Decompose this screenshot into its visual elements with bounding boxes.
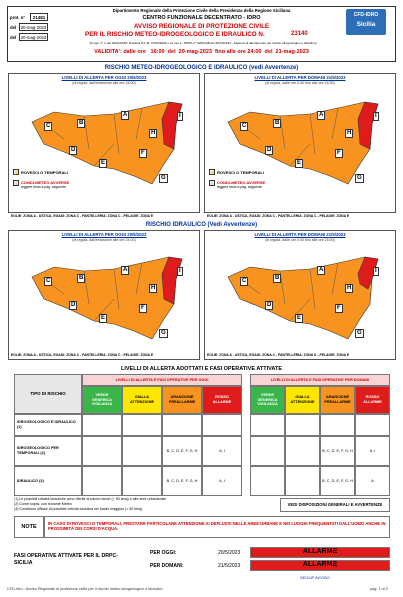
phase-label: ALLARME (363, 400, 382, 404)
zone-g-label: G (161, 175, 166, 181)
domani-level-green (250, 386, 285, 414)
zone-g-label: G (357, 330, 362, 336)
fasi-oggi-value: ALLARME (250, 547, 390, 558)
storm-icon: ⚡ (14, 170, 19, 175)
phase-label: GENERICA VIGILANZA (257, 397, 278, 407)
row3-o-red: A, I (202, 466, 242, 496)
storm-icon: ⚡ (210, 170, 215, 175)
zone-i-label: I (179, 113, 181, 119)
zone-b-label: B (275, 275, 280, 281)
oggi-level-yellow (122, 386, 162, 414)
legend-condi-sub: leggere testo a pag. seguente (21, 185, 66, 189)
zone-h-label: H (151, 285, 156, 291)
zone-f-label: F (337, 150, 341, 156)
map4-title: LIVELLI DI ALLERTA PER DOMANI 21/5/2023 (254, 232, 346, 237)
level-label: ARANCIONE (326, 395, 349, 400)
fasi-domani-date: 21/5/2023 (218, 563, 241, 569)
del2-value: 20-mag-2023 (20, 35, 47, 40)
map2-caption: EOLIE: ZONA A - USTICA, EGADI: ZONA C - PANTELLERIA: ZONA C - PELAGIE: ZONA E (207, 214, 350, 218)
oggi-level-red (202, 386, 242, 414)
fasi-domani-label: PER DOMANI: (150, 563, 184, 569)
dlgs-text: (D.Lgs. n° 1 del 02/01/2018, Direttiva P.C.M. 27/02/2004 e ss.mm.ii., DPRS n° 626/GAB del 30/10/2014 - Sistema di allertamento per rischio idrogeologico e idraulico) (89, 41, 317, 45)
zone-h-label: H (347, 130, 352, 136)
zone-h-label: H (347, 285, 352, 291)
level-label: ARANCIONE (170, 395, 194, 400)
vedi-disposizioni-link[interactable]: VEDI DISPOSIZIONI GENERALI E AVVERTENZE (280, 498, 390, 512)
map2-title: LIVELLI DI ALLERTA PER DOMANI 21/5/2023 (254, 75, 346, 80)
map-meteo-oggi (8, 73, 200, 218)
zone-b-label: B (79, 120, 84, 126)
logo-bottom-text: Sicilia (356, 21, 376, 28)
note-text: IN CASO DI ROVESCI O TEMPORALI, PRESTARE PARTICOLARE ATTENZIONE AI DEFLUSSI NELLE AREE URBANE E NEI LUOGHI FREQUENTATI DALL'UOMO ANCHE IN PROSSIMITÀ DEI CORSI D'ACQUA. (44, 516, 390, 538)
map1-title: LIVELLI DI ALLERTA PER OGGI 20/5/2023 (61, 75, 147, 80)
row3-d-yellow (285, 466, 320, 496)
footer-page: pag. 1 di 3 (370, 587, 388, 591)
map-idraulico-domani (204, 230, 396, 360)
row1-o-red (202, 414, 242, 436)
map-meteo-domani (204, 73, 396, 218)
map1-sub: (di regola, dall'emissione alle ore 24:00) (72, 81, 136, 85)
domani-level-orange (320, 386, 355, 414)
phase-label: ATTENZIONE (130, 400, 154, 404)
prot-value: 21481 (30, 13, 48, 21)
note-2: (2) Come sopra, con forzante Meteo (14, 502, 72, 506)
map3-caption: EOLIE: ZONA A - USTICA, EGADI: ZONA C - PANTELLERIA: ZONA C - PELAGIE: ZONA E (11, 353, 154, 357)
zone-a-label: A (319, 267, 324, 273)
section1-title: RISCHIO METEO-IDROGEOLOGICO E IDRAULICO (vedi Avvertenze) (104, 65, 299, 71)
row2-d-red: A, I (355, 436, 390, 466)
row3-d-green (250, 466, 285, 496)
zone-a-label: A (123, 267, 128, 273)
zone-b-label: B (79, 275, 84, 281)
dept-name: Dipartimento Regionale della Protezione Civile della Presidenza della Regione Siciliana (112, 8, 291, 13)
fasi-oggi-date: 20/5/2023 (218, 550, 241, 556)
legend-rovesci: ROVESCI O TEMPORALI (217, 170, 264, 175)
row2-o-red: A, I (202, 436, 242, 466)
note-3: (3) Condizioni diffuse di possibile criticità idraulica nei bacini maggiori (> 50 kmq) (14, 507, 143, 511)
phase-label: PREALLARME (324, 400, 351, 404)
logo-top-text: CFD-IDRO (353, 12, 379, 18)
level-label: VERDE (260, 393, 275, 398)
fasi-label: FASI OPERATIVE ATTIVATE PER IL DRPC-SICILIA (14, 553, 118, 566)
level-label: ROSSO (365, 395, 380, 400)
row1-o-green (82, 414, 122, 436)
domani-level-red (355, 386, 390, 414)
avviso-number: 23140 (291, 31, 308, 37)
row1-o-orange (162, 414, 202, 436)
tipo-header: TIPO DI RISCHIO (14, 374, 82, 414)
del-value: 20-mag-2023 (20, 25, 47, 30)
row1-d-yellow (285, 414, 320, 436)
zone-i-label: I (179, 268, 181, 274)
level-label: GIALLA (295, 395, 310, 400)
legend-rovesci: ROVESCI O TEMPORALI (21, 170, 68, 175)
domani-header: LIVELLI DI ALLERTA E FASI OPERATIVE PER DOMANI (250, 374, 390, 386)
zone-c-label: C (242, 123, 247, 129)
row3-o-yellow (122, 466, 162, 496)
row2-label: IDROGEOLOGICO PER TEMPORALI (2) (14, 436, 82, 466)
zone-c-label: C (46, 123, 51, 129)
phase-label: PREALLARME (168, 400, 196, 404)
zone-f-label: F (337, 305, 341, 311)
row2-d-orange: B, C, D, E, F, G, H (320, 436, 355, 466)
zone-e-label: E (297, 160, 302, 166)
rischio-title: PER IL RISCHIO METEO-IDROGEOLOGICO E IDRAULICO N. (85, 31, 265, 38)
validita: VALIDITA': dalle ore 16:00 del 20-mag-2023 fino alle ore 24:00 del 21-mag-2023 (94, 49, 309, 55)
fasi-domani-value: ALLARME (250, 560, 390, 571)
map4-sub: (di regola, dalle ore 0:00 fino alle ore 24:00) (265, 238, 335, 242)
zone-d-label: D (267, 147, 272, 153)
warning-icon: ! (209, 180, 215, 186)
oggi-level-orange (162, 386, 202, 414)
avviso-title: AVVISO REGIONALE DI PROTEZIONE CIVILE (133, 23, 270, 30)
row1-d-orange (320, 414, 355, 436)
zone-c-label: C (242, 278, 247, 284)
map3-title: LIVELLI DI ALLERTA PER OGGI 20/5/2023 (61, 232, 147, 237)
row1-o-yellow (122, 414, 162, 436)
zone-d-label: D (267, 302, 272, 308)
row3-o-green (82, 466, 122, 496)
map3-sub: (di regola, dall'emissione alle ore 24:00) (72, 238, 136, 242)
zone-f-label: F (141, 150, 145, 156)
row3-label: IDRAULICO (3) (14, 466, 82, 496)
level-label: ROSSO (215, 395, 229, 400)
row1-d-green (250, 414, 285, 436)
phase-label: GENERICA VIGILANZA (91, 397, 113, 407)
section2-title: RISCHIO IDRAULICO (Vedi Avvertenze) (145, 222, 258, 228)
phase-label: ALLARME (212, 400, 232, 404)
zone-h-label: H (151, 130, 156, 136)
segue-avviso: SEGUE AVVISO (300, 575, 330, 580)
zone-a-label: A (123, 112, 128, 118)
zone-d-label: D (71, 147, 76, 153)
map-idraulico-oggi (8, 230, 200, 360)
zone-g-label: G (357, 175, 362, 181)
row3-d-red: A (355, 466, 390, 496)
map1-caption: EOLIE: ZONA A - USTICA, EGADI: ZONA C - PANTELLERIA: ZONA C - PELAGIE: ZONA E (11, 214, 154, 218)
oggi-header: LIVELLI DI ALLERTA E FASI OPERATIVE PER OGGI (82, 374, 242, 386)
zone-e-label: E (101, 315, 106, 321)
row1-label: IDROGEOLOGICO E IDRAULICO (1) (14, 414, 82, 436)
zone-e-label: E (297, 315, 302, 321)
del2-label: del (10, 35, 17, 40)
level-label: VERDE (95, 393, 109, 398)
zone-e-label: E (101, 160, 106, 166)
zone-b-label: B (275, 120, 280, 126)
row2-d-green (250, 436, 285, 466)
legend-condi-sub: leggere testo a pag. seguente (217, 185, 262, 189)
prot-label: prot. n° (10, 15, 26, 20)
oggi-level-green (82, 386, 122, 414)
domani-level-yellow (285, 386, 320, 414)
footer-left: CFD-Idro - Avviso Regionale di protezione civile per il rischio meteo-idrogeologico e idraulico (7, 587, 163, 591)
row2-o-yellow (122, 436, 162, 466)
warning-icon: ! (13, 180, 19, 186)
del-label: del (10, 25, 17, 30)
legend-condi: CONDI-METEO AVVERSE (21, 180, 70, 185)
fasi-oggi-label: PER OGGI: (150, 550, 177, 556)
row2-o-orange: B, C, D, E, F, G, H (162, 436, 202, 466)
zone-i-label: I (375, 113, 377, 119)
note-1: (1) Le possibili criticità idrauliche sono riferite ai bacini minori (< 50 kmq) e alle aree urbanizzate (14, 497, 167, 501)
map4-caption: EOLIE: ZONA A - USTICA, EGADI: ZONA C - PANTELLERIA: ZONA D - PELAGIE: ZONA E (207, 353, 350, 357)
zone-i-label: I (375, 268, 377, 274)
level-label: GIALLA (134, 395, 150, 400)
cfd-logo (346, 9, 386, 35)
note-label: NOTE (14, 516, 44, 538)
map2-sub: (di regola, dalle ore 0:00 fino alle ore 24:00) (265, 81, 335, 85)
zone-d-label: D (71, 302, 76, 308)
zone-g-label: G (161, 330, 166, 336)
zone-f-label: F (141, 305, 145, 311)
table-title: LIVELLI DI ALLERTA ADOTTATI E FASI OPERATIVE ATTIVATE (120, 366, 283, 372)
row3-o-orange: B, C, D, E, F, G, H (162, 466, 202, 496)
phase-label: ATTENZIONE (290, 400, 315, 404)
legend-condi: CONDI-METEO AVVERSE (217, 180, 266, 185)
row3-d-orange: B, C, D, E, F, G, H (320, 466, 355, 496)
row2-d-yellow (285, 436, 320, 466)
centre-name: CENTRO FUNZIONALE DECENTRATO - IDRO (142, 15, 261, 21)
zone-c-label: C (46, 278, 51, 284)
zone-a-label: A (319, 112, 324, 118)
row2-o-green (82, 436, 122, 466)
row1-d-red (355, 414, 390, 436)
